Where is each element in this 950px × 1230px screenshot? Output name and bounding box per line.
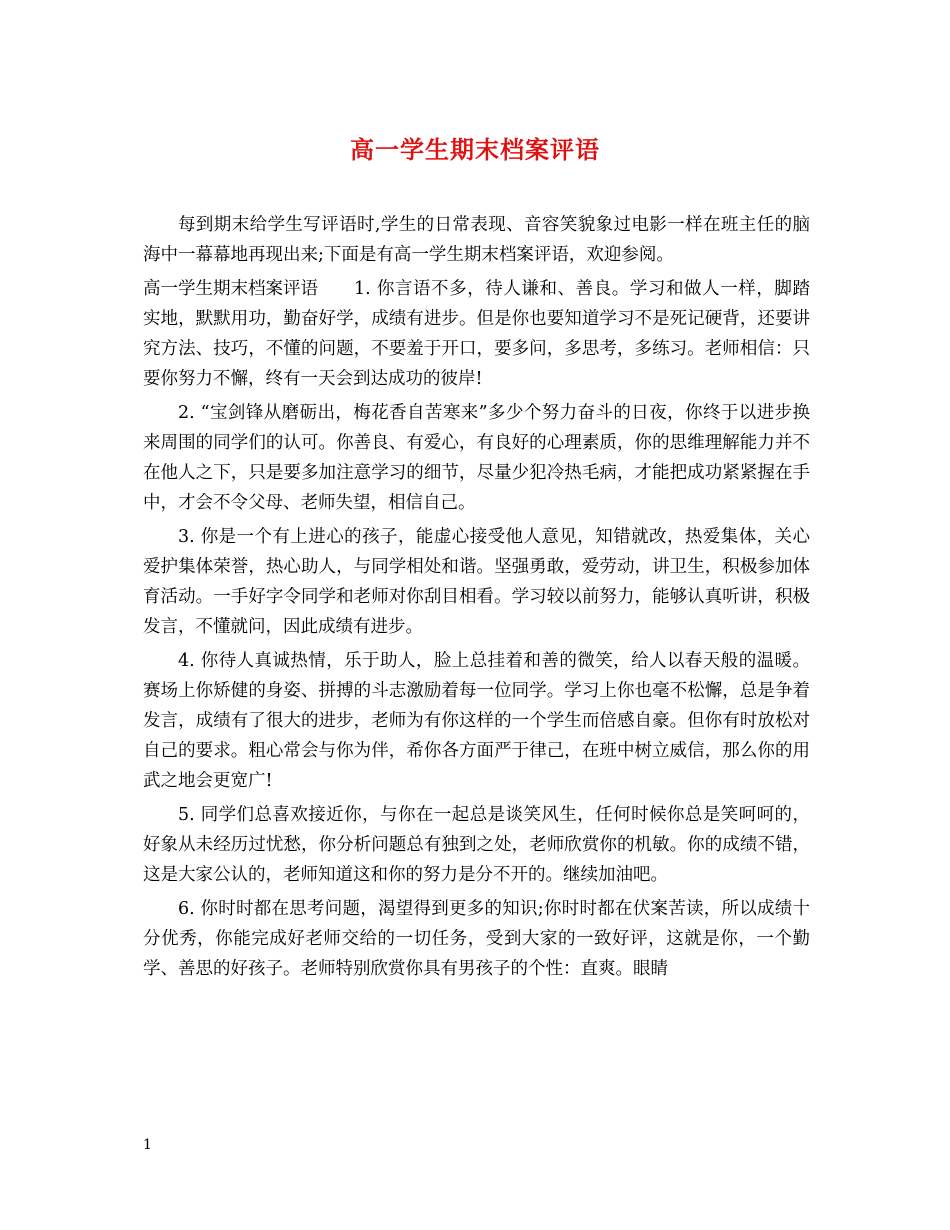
section-heading: 高一学生期末档案评语	[143, 279, 318, 299]
comment-item-4: 4. 你待人真诚热情，乐于助人，脸上总挂着和善的微笑，给人以春天般的温暖。赛场上你矫健的身姿、拼搏的斗志激励着每一位同学。学习上你也毫不松懈，总是争着发言，成绩有了很大的进步，老师为有你这样的一个学生而倍感自豪。但你有时放松对自己的要求。粗心常会与你为伴，希你各方面严于律己，在班中树立威信，那么你的用武之地会更宽广!	[143, 651, 810, 791]
page-number: 1	[143, 1137, 152, 1153]
first-comment-paragraph	[143, 274, 810, 394]
document-title: 高一学生期末档案评语	[350, 135, 600, 164]
comment-item-5: 5. 同学们总喜欢接近你，与你在一起总是谈笑风生，任何时候你总是笑呵呵的，好象从未经历过忧愁，你分析问题总有独到之处，老师欣赏你的机敏。你的成绩不错，这是大家公认的，老师知道这和你的努力是分不开的。继续加油吧。	[143, 805, 810, 885]
comment-item-3: 3. 你是一个有上进心的孩子，能虚心接受他人意见，知错就改，热爱集体，关心爱护集体荣誉，热心助人，与同学相处和谐。坚强勇敢，爱劳动，讲卫生，积极参加体育活动。一手好字令同学和老师对你刮目相看。学习较以前努力，能够认真听讲，积极发言，不懂就问，因此成绩有进步。	[143, 527, 810, 637]
intro-paragraph: 每到期末给学生写评语时,学生的日常表现、音容笑貌象过电影一样在班主任的脑海中一幕幕地再现出来;下面是有高一学生期末档案评语，欢迎参阅。	[143, 215, 810, 265]
comment-item-2: 2. “宝剑锋从磨砺出，梅花香自苦寒来”多少个努力奋斗的日夜，你终于以进步换来周围的同学们的认可。你善良、有爱心，有良好的心理素质，你的思维理解能力并不在他人之下，只是要多加注意学习的细节，尽量少犯冷热毛病，才能把成功紧紧握在手中，才会不令父母、老师失望，相信自己。	[143, 403, 810, 513]
comment-item-6: 6. 你时时都在思考问题，渴望得到更多的知识;你时时都在伏案苦读，所以成绩十分优秀，你能完成好老师交给的一切任务，受到大家的一致好评，这就是你，一个勤学、善思的好孩子。老师特别欣赏你具有男孩子的个性：直爽。眼睛	[143, 899, 810, 979]
document-body	[143, 210, 810, 988]
comment-item-1: 1. 你言语不多，待人谦和、善良。学习和做人一样，脚踏实地，默默用功，勤奋好学，成绩有进步。但是你也要知道学习不是死记硬背，还要讲究方法、技巧，不懂的问题，不要羞于开口，要多问，多思考，多练习。老师相信：只要你努力不懈，终有一天会到达成功的彼岸!	[143, 279, 810, 389]
